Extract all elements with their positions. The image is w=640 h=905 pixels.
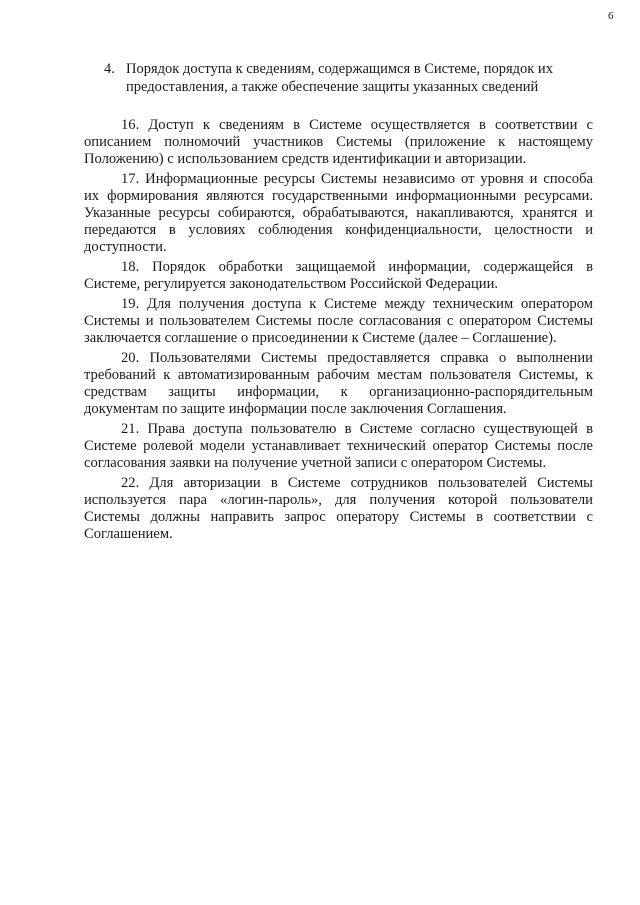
section-title-line-1: Порядок доступа к сведениям, содержащимся в Системе, порядок их xyxy=(126,61,553,77)
paragraph-17: 17. Информационные ресурсы Системы независимо от уровня и способа их формирования являются государственными информационными ресурсами. Указанные ресурсы собираются, обрабатываются, накапливаются, хранятся и передаются в условиях соблюдения конфиденциальности, целостности и доступности. xyxy=(84,171,593,255)
document-body xyxy=(84,117,593,546)
paragraph-20: 20. Пользователями Системы предоставляется справка о выполнении требований к автоматизированным рабочим местам пользователя Системы, к средствам защиты информации, к организационно-распорядительным документам по защите информации после заключения Соглашения. xyxy=(84,350,593,417)
section-heading xyxy=(104,60,584,96)
page-number: 6 xyxy=(608,10,614,22)
paragraph-16: 16. Доступ к сведениям в Системе осуществляется в соответствии с описанием полномочий участников Системы (приложение к настоящему Положению) с использованием средств идентификации и авторизации. xyxy=(84,117,593,167)
section-title-line-2: предоставления, а также обеспечение защиты указанных сведений xyxy=(126,79,539,95)
paragraph-19: 19. Для получения доступа к Системе между техническим оператором Системы и пользователем Системы после согласования с оператором Системы заключается соглашение о присоединении к Системе (далее – Соглашение). xyxy=(84,296,593,346)
paragraph-22: 22. Для авторизации в Системе сотрудников пользователей Системы используется пара «логин-пароль», для получения которой пользователи Системы должны направить запрос оператору Системы в соответствии с Соглашением. xyxy=(84,475,593,542)
paragraph-18: 18. Порядок обработки защищаемой информации, содержащейся в Системе, регулируется законодательством Российской Федерации. xyxy=(84,259,593,292)
paragraph-21: 21. Права доступа пользователю в Системе согласно существующей в Системе ролевой модели устанавливает технический оператор Системы после согласования заявки на получение учетной записи с оператором Системы. xyxy=(84,421,593,471)
section-number: 4. xyxy=(104,61,115,77)
